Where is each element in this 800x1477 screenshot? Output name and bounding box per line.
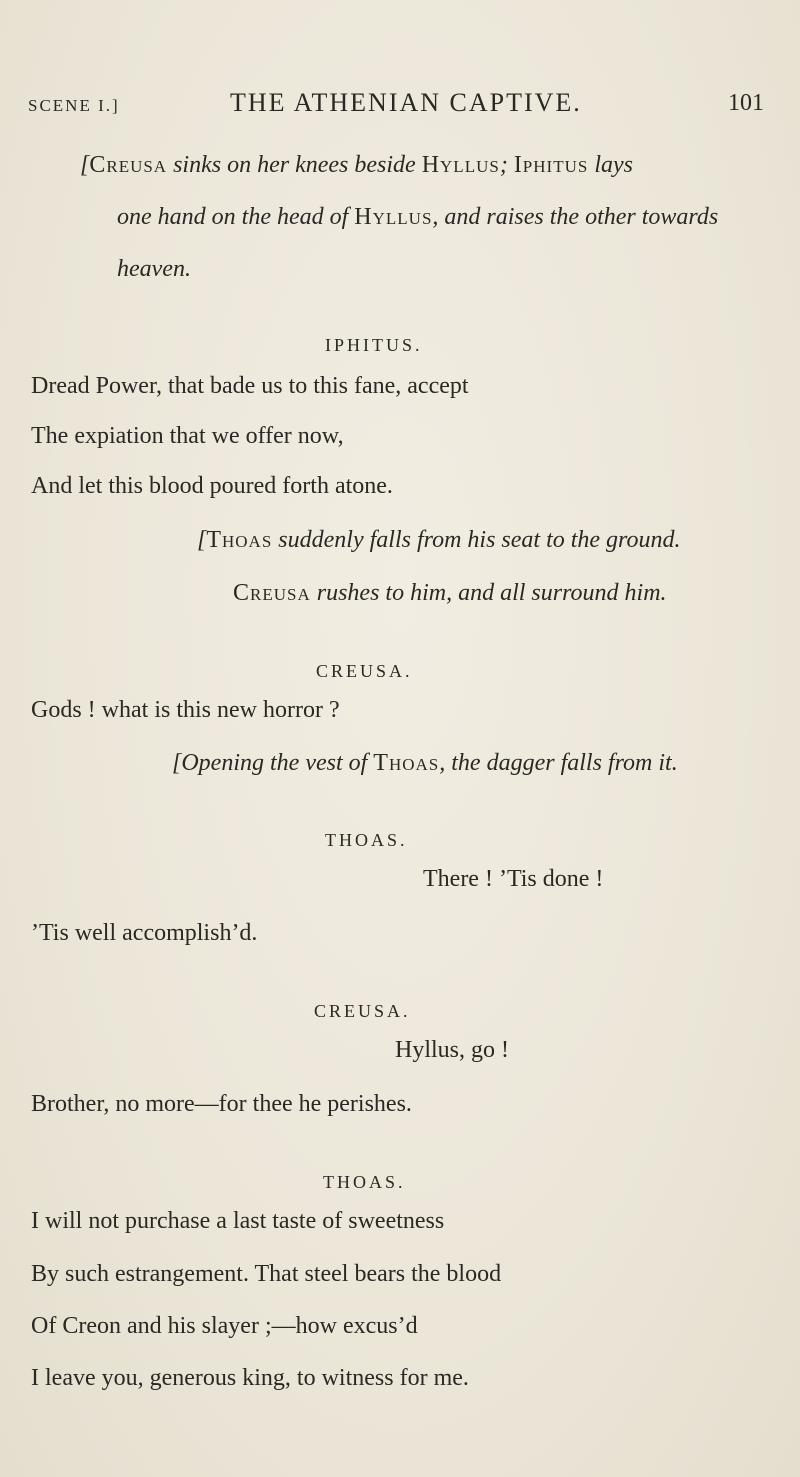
page-number: 101: [728, 90, 764, 116]
running-header-title: THE ATHENIAN CAPTIVE.: [230, 88, 582, 117]
character-name: Thoas: [206, 527, 273, 553]
direction-text: sinks on her knees beside: [167, 152, 422, 178]
character-name: Creusa: [89, 152, 168, 178]
direction-text: ;: [499, 152, 514, 178]
bracket: [: [172, 750, 182, 776]
verse-line: Hyllus, go !: [395, 1037, 509, 1063]
character-name: Hyllus: [354, 204, 433, 230]
verse-line: The expiation that we offer now,: [31, 423, 344, 449]
stage-direction-line: [233, 580, 667, 607]
speaker-heading: THOAS.: [323, 1172, 406, 1192]
speaker-heading: IPHITUS.: [325, 335, 423, 355]
stage-direction-line: [197, 527, 681, 554]
stage-direction-line: [117, 204, 718, 231]
verse-line: Of Creon and his slayer ;—how excus’d: [31, 1313, 418, 1339]
direction-text: one hand on the head of: [117, 204, 355, 230]
verse-line: Brother, no more—for thee he perishes.: [31, 1091, 412, 1117]
speaker-heading: THOAS.: [325, 830, 408, 850]
verse-line: And let this blood poured forth atone.: [31, 473, 393, 499]
stage-direction-line: [172, 750, 678, 777]
character-name: Thoas: [373, 750, 440, 776]
stage-direction-line: heaven.: [117, 256, 191, 282]
speaker-heading: CREUSA.: [316, 661, 413, 681]
direction-text: , and raises the other towards: [432, 204, 719, 230]
verse-line: Gods ! what is this new horror ?: [31, 697, 340, 723]
bracket: [: [80, 152, 90, 178]
verse-line: There ! ’Tis done !: [423, 866, 604, 892]
direction-text: rushes to him, and all surround him.: [310, 580, 667, 606]
verse-line: By such estrangement. That steel bears the blood: [31, 1261, 502, 1287]
verse-line: I will not purchase a last taste of sweetness: [31, 1208, 445, 1234]
stage-direction-line: [80, 152, 633, 179]
character-name: Hyllus: [421, 152, 500, 178]
verse-line: ’Tis well accomplish’d.: [31, 920, 258, 946]
direction-text: , the dagger falls from it.: [439, 750, 678, 776]
verse-line: Dread Power, that bade us to this fane, accept: [31, 373, 469, 399]
direction-text: lays: [588, 152, 633, 178]
direction-text: Opening the vest of: [181, 750, 374, 776]
speaker-heading: CREUSA.: [314, 1001, 411, 1021]
bracket: [: [197, 527, 207, 553]
character-name: Creusa: [233, 580, 311, 606]
running-header-scene: SCENE I.]: [28, 96, 120, 115]
character-name: Iphitus: [513, 152, 589, 178]
verse-line: I leave you, generous king, to witness for me.: [31, 1365, 469, 1391]
direction-text: suddenly falls from his seat to the ground.: [272, 527, 681, 553]
